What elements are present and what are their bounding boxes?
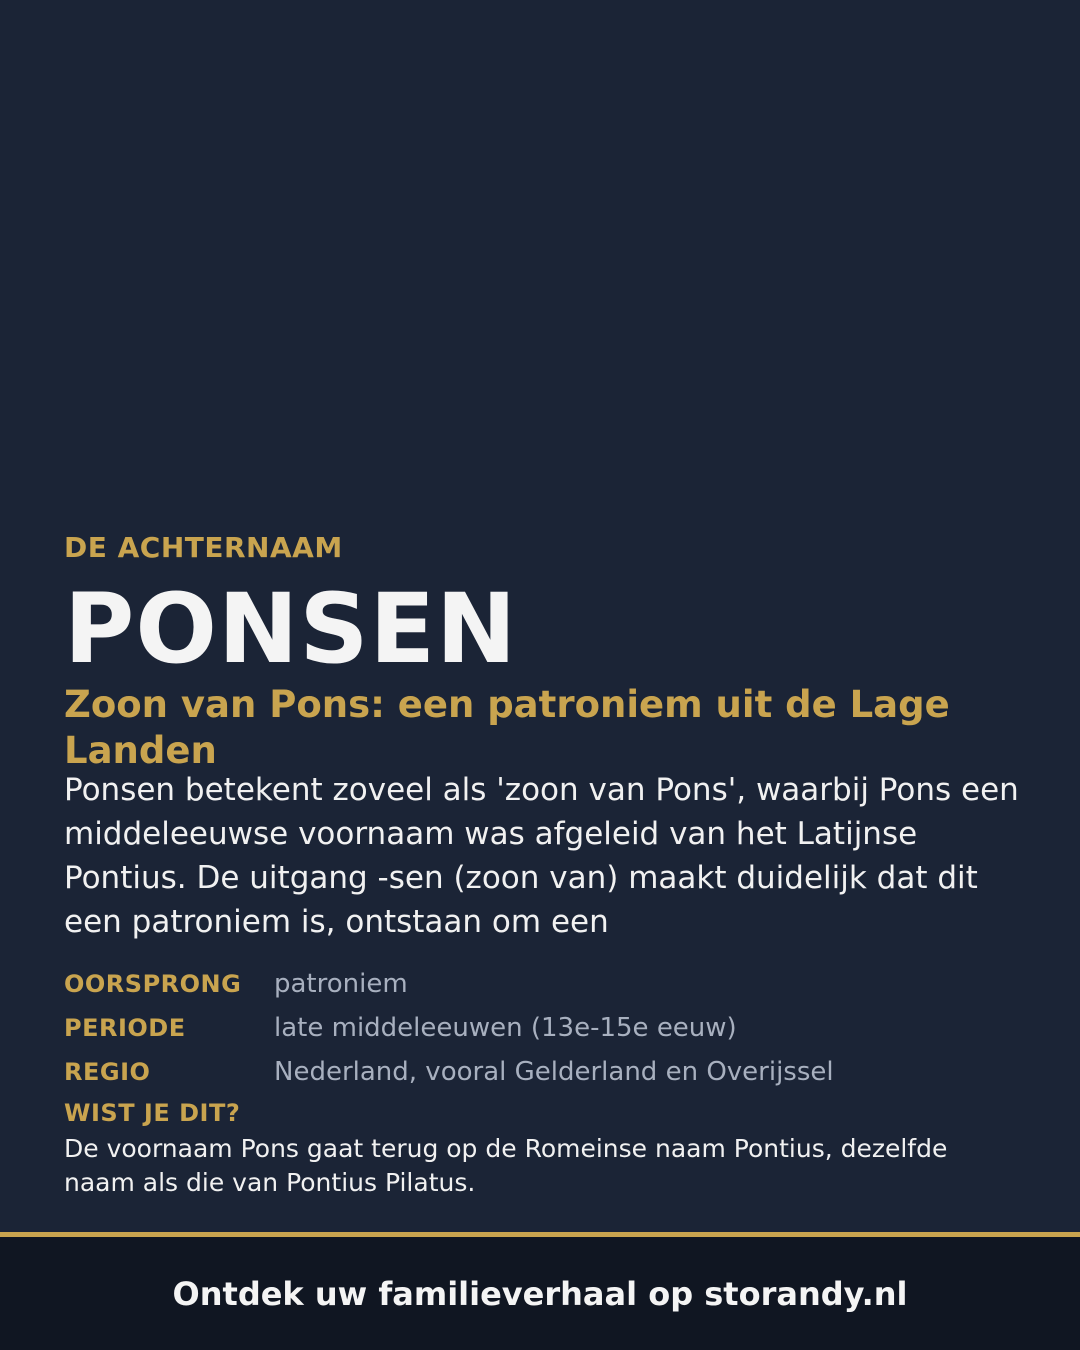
fact-label: REGIO	[64, 1058, 151, 1086]
fact-label: OORSPRONG	[64, 970, 242, 998]
trivia-label: WIST JE DIT?	[64, 1099, 241, 1127]
eyebrow-label: DE ACHTERNAAM	[64, 531, 343, 564]
facts-list	[64, 962, 1024, 1094]
surname-description: Ponsen betekent zoveel als 'zoon van Pons', waarbij Pons een middeleeuwse voornaam was afgeleid van het Latijnse Pontius. De uitgang -sen (zoon van) maakt duidelijk dat dit een patroniem is, ontstaan om een	[64, 772, 1019, 940]
trivia-text: De voornaam Pons gaat terug op de Romeinse naam Pontius, dezelfde naam als die van Pontius Pilatus.	[64, 1134, 948, 1197]
surname-title: PONSEN	[64, 573, 518, 685]
fact-row-period	[64, 1006, 1024, 1050]
fact-value: late middeleeuwen (13e-15e eeuw)	[274, 1013, 737, 1043]
fact-label: PERIODE	[64, 1014, 186, 1042]
fact-value: Nederland, vooral Gelderland en Overijssel	[274, 1057, 834, 1087]
fact-row-region	[64, 1050, 1024, 1094]
footer-cta: Ontdek uw familieverhaal op storandy.nl	[172, 1274, 908, 1313]
fact-row-origin	[64, 962, 1024, 1006]
fact-value: patroniem	[274, 969, 408, 999]
surname-subtitle: Zoon van Pons: een patroniem uit de Lage Landen	[64, 683, 950, 772]
footer-bar	[0, 1237, 1080, 1350]
